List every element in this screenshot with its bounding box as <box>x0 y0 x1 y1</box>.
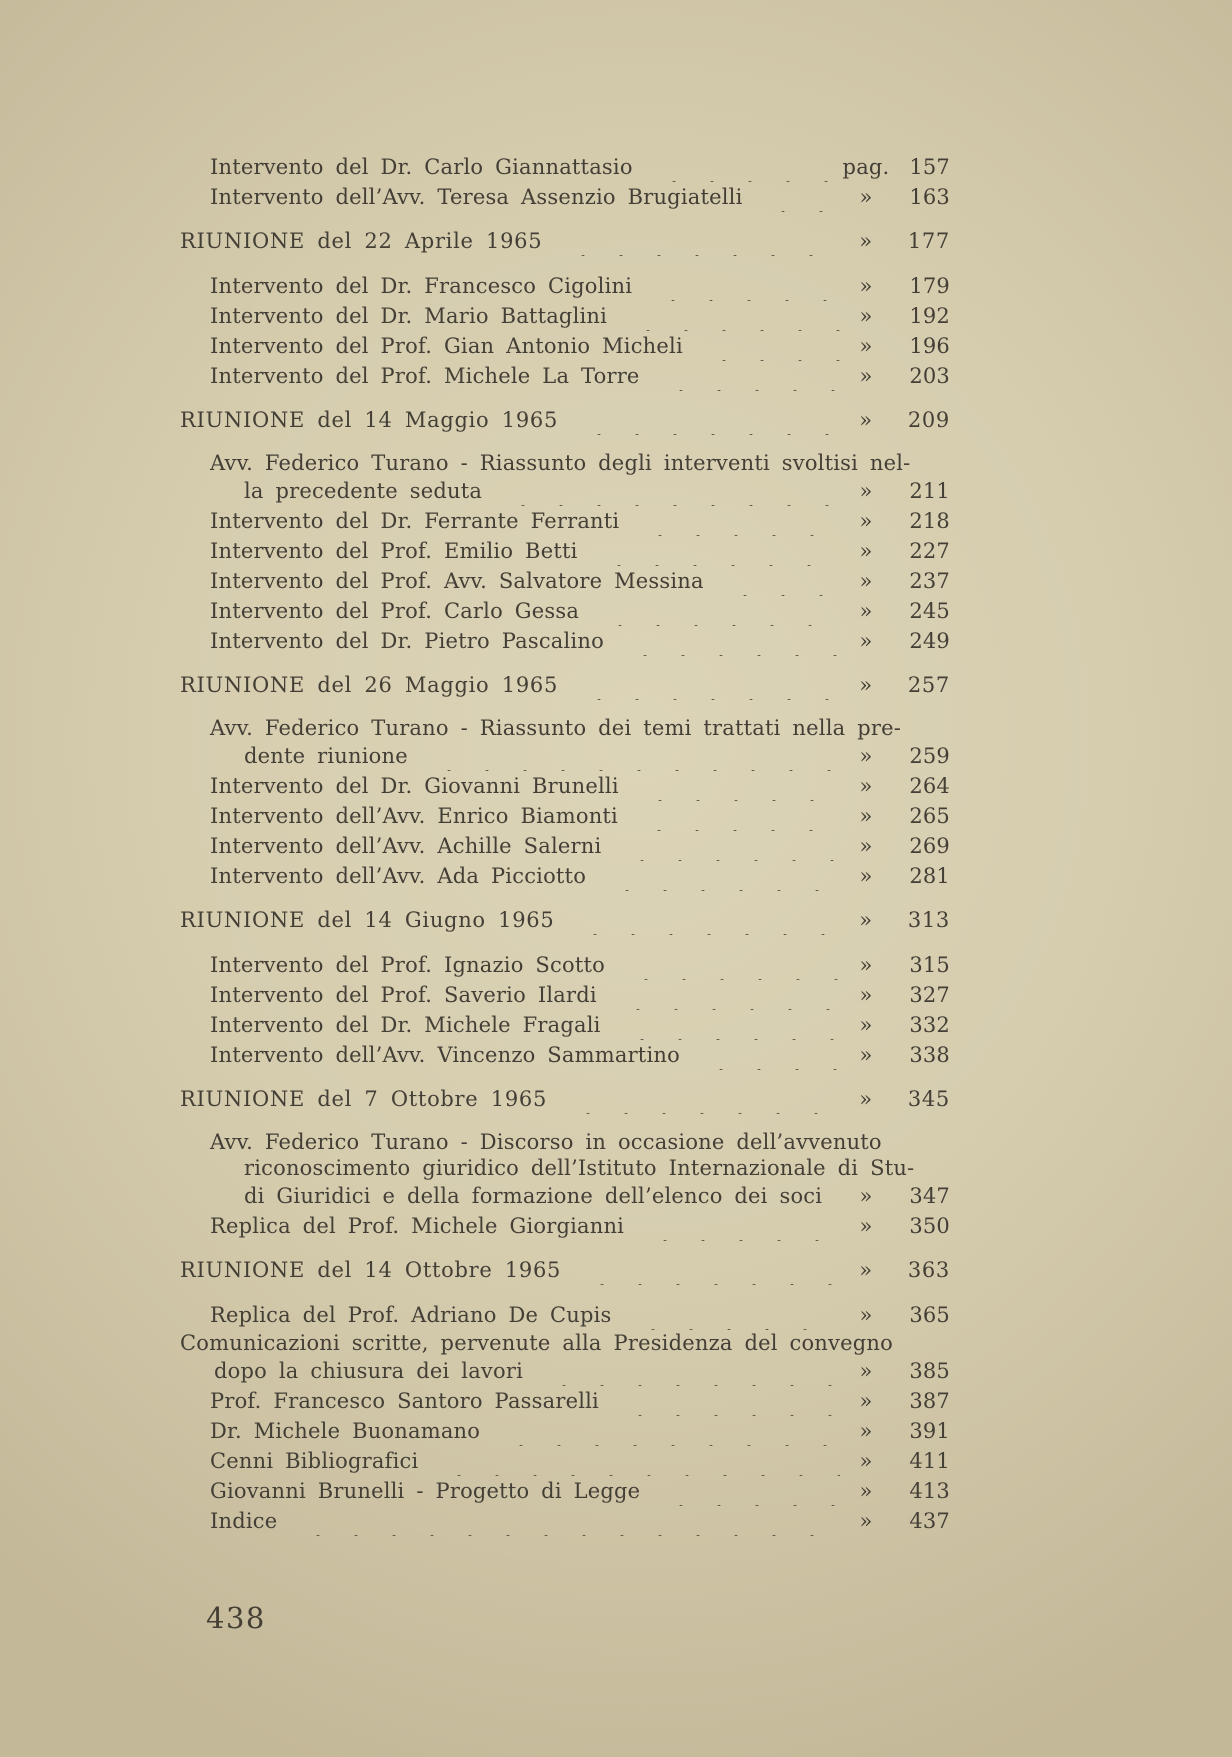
page-ref-abbrev: » <box>859 364 873 388</box>
dot-leader <box>613 831 840 861</box>
entry-title-text: Intervento del Prof. Gian Antonio Micheli <box>210 334 683 358</box>
toc-entry-row <box>180 715 950 771</box>
page-number: 281 <box>909 864 950 888</box>
entry-title-text: Intervento dell’Avv. Achille Salerni <box>210 834 602 858</box>
dot-leader <box>420 741 840 771</box>
entry-title <box>180 715 902 771</box>
entry-title-line <box>210 536 840 566</box>
page-ref-abbrev: » <box>859 304 873 328</box>
toc-entry-row <box>180 950 950 980</box>
entry-title-line <box>210 331 840 361</box>
entry-title-line <box>210 1386 840 1416</box>
page-number: 259 <box>909 744 950 768</box>
entry-title-text: Intervento del Dr. Carlo Giannattasio <box>210 155 633 179</box>
entry-title-text: Intervento del Dr. Francesco Cigolini <box>210 274 633 298</box>
entry-title-line <box>210 861 840 891</box>
entry-title-text: Intervento dell’Avv. Teresa Assenzio Brugiatelli <box>210 185 743 209</box>
entry-title <box>180 1386 840 1416</box>
footer-page-number: 438 <box>206 1601 266 1635</box>
page-ref-abbrev: » <box>859 229 873 253</box>
entry-title-line <box>210 1040 840 1070</box>
entry-title-line <box>210 1211 840 1241</box>
entry-title <box>180 670 840 700</box>
entry-title-line <box>210 596 840 626</box>
page-number: 196 <box>909 334 950 358</box>
dot-leader <box>631 771 840 801</box>
entry-title <box>180 506 840 536</box>
page-ref-abbrev: » <box>859 1359 873 1383</box>
toc-entry-row <box>180 1446 950 1476</box>
toc-entry-row <box>180 626 950 656</box>
page-ref-abbrev: » <box>859 1087 873 1111</box>
entry-title-text: Giovanni Brunelli - Progetto di Legge <box>210 1479 641 1503</box>
toc-entry-row <box>180 771 950 801</box>
toc-section-row <box>180 905 950 935</box>
page-number: 257 <box>907 673 950 697</box>
entry-title-text: Intervento del Prof. Carlo Gessa <box>210 599 580 623</box>
entry-title <box>180 271 840 301</box>
dot-leader <box>631 506 840 536</box>
toc-entry-row <box>180 1416 950 1446</box>
entry-title <box>180 450 911 506</box>
dot-leader <box>716 566 840 596</box>
toc-entry-row <box>180 271 950 301</box>
entry-title-line <box>180 405 840 435</box>
entry-title-line <box>210 152 840 182</box>
entry-title <box>180 831 840 861</box>
entry-title-text: Replica del Prof. Adriano De Cupis <box>210 1303 612 1327</box>
page-number: 163 <box>909 185 950 209</box>
page-ref-abbrev: » <box>859 599 873 623</box>
entry-title-text: Intervento del Prof. Michele La Torre <box>210 364 640 388</box>
toc-entry-row <box>180 1300 950 1330</box>
toc-entry-row <box>180 980 950 1010</box>
dot-leader <box>695 331 840 361</box>
page-ref-abbrev: » <box>859 744 873 768</box>
page-number: 192 <box>909 304 950 328</box>
entry-title-text: Intervento del Dr. Mario Battaglini <box>210 304 608 328</box>
toc-entry-row <box>180 861 950 891</box>
entry-title-text: Intervento del Prof. Emilio Betti <box>210 539 578 563</box>
dot-leader <box>430 1446 840 1476</box>
entry-title-text: Intervento dell’Avv. Ada Picciotto <box>210 864 587 888</box>
dot-leader <box>570 670 840 700</box>
page-ref-abbrev: » <box>859 1043 873 1067</box>
entry-title-line: Avv. Federico Turano - Riassunto dei temi trattati nella pre- <box>210 716 902 740</box>
page-number: 218 <box>909 509 950 533</box>
page-ref-abbrev: » <box>859 953 873 977</box>
dot-leader <box>609 980 840 1010</box>
entry-title <box>180 152 840 182</box>
toc-section-row <box>180 670 950 700</box>
dot-leader <box>652 1476 840 1506</box>
entry-title <box>180 301 840 331</box>
entry-title-line: Avv. Federico Turano - Discorso in occasione dell’avvenuto <box>210 1130 882 1154</box>
page-number: 157 <box>909 155 950 179</box>
dot-leader <box>598 861 840 891</box>
dot-leader <box>570 405 840 435</box>
entry-title <box>180 905 840 935</box>
page-ref-abbrev: » <box>859 1184 873 1208</box>
page-ref-abbrev: » <box>859 1479 873 1503</box>
entry-title <box>180 226 840 256</box>
entry-title <box>180 771 840 801</box>
entry-title <box>180 1211 840 1241</box>
toc-entry-row <box>180 1129 950 1211</box>
entry-title <box>180 182 840 212</box>
page-number: 211 <box>909 479 950 503</box>
toc-entry-row <box>180 1211 950 1241</box>
entry-title-text: Cenni Bibliografici <box>210 1449 419 1473</box>
page-number: 338 <box>909 1043 950 1067</box>
toc-section-row <box>180 1255 950 1285</box>
page-ref-abbrev: » <box>859 834 873 858</box>
entry-title-text: Dr. Michele Buonamano <box>210 1419 481 1443</box>
page-number: 315 <box>909 953 950 977</box>
page-ref-abbrev: » <box>859 1214 873 1238</box>
entry-title-text: Intervento del Prof. Saverio Ilardi <box>210 983 597 1007</box>
page-ref-abbrev: » <box>859 1389 873 1413</box>
dot-leader <box>624 1300 840 1330</box>
dot-leader <box>630 801 840 831</box>
entry-title <box>180 1506 840 1536</box>
entry-title <box>180 596 840 626</box>
page-number: 437 <box>909 1509 950 1533</box>
page-ref-abbrev: » <box>859 1303 873 1327</box>
page-ref-abbrev: » <box>859 408 873 432</box>
toc-entry-row <box>180 152 950 182</box>
entry-title-line <box>210 1300 840 1330</box>
page-number: 209 <box>907 408 950 432</box>
table-of-contents <box>180 152 950 1536</box>
entry-title <box>180 536 840 566</box>
dot-leader <box>590 536 840 566</box>
dot-leader <box>617 950 840 980</box>
toc-entry-row <box>180 361 950 391</box>
page-number: 269 <box>909 834 950 858</box>
entry-title-line: riconoscimento giuridico dell’Istituto Internazionale di Stu- <box>244 1156 915 1180</box>
page-number: 203 <box>909 364 950 388</box>
page-ref-abbrev: » <box>859 774 873 798</box>
toc-entry-row <box>180 596 950 626</box>
toc-entry-row <box>180 450 950 506</box>
toc-entry-row <box>180 566 950 596</box>
toc-entry-row <box>180 801 950 831</box>
dot-leader <box>692 1040 840 1070</box>
entry-title <box>180 1040 840 1070</box>
entry-title-line <box>180 905 840 935</box>
dot-leader <box>616 626 840 656</box>
dot-leader <box>619 301 840 331</box>
page-number: 345 <box>907 1087 950 1111</box>
entry-title-text: Intervento del Dr. Pietro Pascalino <box>210 629 604 653</box>
page-number: 313 <box>907 908 950 932</box>
page-number: 365 <box>909 1303 950 1327</box>
dot-leader <box>559 1084 840 1114</box>
entry-title-line <box>210 1416 840 1446</box>
entry-title-line <box>210 801 840 831</box>
page-number: 363 <box>907 1258 950 1282</box>
toc-entry-row <box>180 331 950 361</box>
dot-leader <box>573 1255 840 1285</box>
entry-title-text: Intervento del Dr. Michele Fragali <box>210 1013 601 1037</box>
page-ref-abbrev: » <box>859 908 873 932</box>
page-ref-abbrev: » <box>859 1449 873 1473</box>
dot-leader <box>566 905 840 935</box>
entry-title-line <box>210 566 840 596</box>
entry-title <box>180 980 840 1010</box>
entry-title <box>180 361 840 391</box>
entry-title-line <box>210 741 840 771</box>
dot-leader <box>494 476 840 506</box>
page-ref-abbrev: » <box>859 673 873 697</box>
entry-title-line <box>210 476 840 506</box>
entry-title-line <box>210 626 840 656</box>
entry-title-line <box>210 1476 840 1506</box>
toc-entry-row <box>180 301 950 331</box>
toc-section-row <box>180 405 950 435</box>
entry-title-text: RIUNIONE del 22 Aprile 1965 <box>180 229 543 253</box>
page-number: 237 <box>909 569 950 593</box>
entry-title-line <box>210 831 840 861</box>
entry-title-line <box>180 226 840 256</box>
entry-title-text: Intervento del Prof. Ignazio Scotto <box>210 953 605 977</box>
page-number: 385 <box>909 1359 950 1383</box>
entry-title-text: Intervento del Prof. Avv. Salvatore Messina <box>210 569 704 593</box>
entry-title-text: Prof. Francesco Santoro Passarelli <box>210 1389 599 1413</box>
toc-section-row <box>180 1084 950 1114</box>
dot-leader <box>636 1211 840 1241</box>
entry-title <box>180 405 840 435</box>
entry-title-text: la precedente seduta <box>244 479 483 503</box>
dot-leader <box>535 1356 840 1386</box>
entry-title-line <box>210 950 840 980</box>
entry-title-text: Intervento del Dr. Giovanni Brunelli <box>210 774 619 798</box>
entry-title-line <box>210 271 840 301</box>
entry-title-text: Intervento del Dr. Ferrante Ferranti <box>210 509 620 533</box>
toc-entry-row <box>180 1040 950 1070</box>
page-ref-abbrev: » <box>859 1419 873 1443</box>
dot-leader <box>554 226 840 256</box>
entry-title <box>180 1446 840 1476</box>
dot-leader <box>492 1416 840 1446</box>
entry-title-line <box>210 1010 840 1040</box>
page-ref-abbrev: » <box>859 569 873 593</box>
entry-title-text: RIUNIONE del 14 Maggio 1965 <box>180 408 559 432</box>
dot-leader <box>645 152 840 182</box>
page-number: 265 <box>909 804 950 828</box>
page-ref-abbrev: » <box>859 629 873 653</box>
dot-leader <box>652 361 840 391</box>
toc-entry-row <box>180 1330 950 1386</box>
dot-leader <box>613 1010 840 1040</box>
page-number: 413 <box>909 1479 950 1503</box>
entry-title <box>180 1010 840 1040</box>
entry-title-text: RIUNIONE del 14 Giugno 1965 <box>180 908 555 932</box>
entry-title-line <box>210 361 840 391</box>
entry-title-line <box>180 1084 840 1114</box>
page-ref-abbrev: » <box>859 1509 873 1533</box>
entry-title-text: Indice <box>210 1509 278 1533</box>
entry-title <box>180 861 840 891</box>
entry-title-line <box>210 771 840 801</box>
entry-title <box>180 1129 915 1211</box>
toc-entry-row <box>180 1386 950 1416</box>
page-ref-abbrev: » <box>859 479 873 503</box>
page-ref-abbrev: » <box>859 509 873 533</box>
dot-leader <box>289 1506 840 1536</box>
page-number: 179 <box>909 274 950 298</box>
entry-title <box>180 1476 840 1506</box>
toc-entry-row <box>180 1010 950 1040</box>
entry-title-text: Replica del Prof. Michele Giorgianni <box>210 1214 625 1238</box>
entry-title-text: dente riunione <box>244 744 408 768</box>
dot-leader <box>611 1386 840 1416</box>
entry-title-text: Intervento dell’Avv. Enrico Biamonti <box>210 804 618 828</box>
toc-entry-row <box>180 182 950 212</box>
entry-title-text: di Giuridici e della formazione dell’elenco dei soci <box>244 1184 823 1208</box>
page-ref-abbrev: pag. <box>842 155 890 179</box>
entry-title-line <box>210 506 840 536</box>
page-ref-abbrev: » <box>859 1013 873 1037</box>
entry-title <box>180 801 840 831</box>
page-number: 264 <box>909 774 950 798</box>
toc-entry-row <box>180 536 950 566</box>
dot-leader <box>591 596 840 626</box>
entry-title <box>180 331 840 361</box>
entry-title-text: RIUNIONE del 7 Ottobre 1965 <box>180 1087 548 1111</box>
entry-title-text: dopo la chiusura dei lavori <box>214 1359 523 1383</box>
page-ref-abbrev: » <box>859 983 873 1007</box>
entry-title <box>180 626 840 656</box>
entry-title-text: RIUNIONE del 14 Ottobre 1965 <box>180 1258 562 1282</box>
entry-title-line <box>210 1506 840 1536</box>
page-ref-abbrev: » <box>859 185 873 209</box>
page-number: 327 <box>909 983 950 1007</box>
page-number: 332 <box>909 1013 950 1037</box>
toc-entry-row <box>180 506 950 536</box>
page-number: 411 <box>909 1449 950 1473</box>
entry-title-line <box>180 1255 840 1285</box>
page-ref-abbrev: » <box>859 804 873 828</box>
page-number: 177 <box>907 229 950 253</box>
page-number: 391 <box>909 1419 950 1443</box>
entry-title <box>180 1255 840 1285</box>
entry-title-text: RIUNIONE del 26 Maggio 1965 <box>180 673 559 697</box>
entry-title-line <box>210 980 840 1010</box>
page-number: 249 <box>909 629 950 653</box>
page-ref-abbrev: » <box>859 864 873 888</box>
entry-title <box>180 566 840 596</box>
entry-title-line <box>210 301 840 331</box>
toc-entry-row <box>180 831 950 861</box>
page-number: 227 <box>909 539 950 563</box>
entry-title-line <box>210 1181 840 1211</box>
toc-section-row <box>180 226 950 256</box>
page-number: 350 <box>909 1214 950 1238</box>
entry-title-line <box>180 670 840 700</box>
page-number: 387 <box>909 1389 950 1413</box>
toc-entry-row <box>180 1506 950 1536</box>
entry-title-line <box>210 1446 840 1476</box>
page-ref-abbrev: » <box>859 539 873 563</box>
entry-title-text: Intervento dell’Avv. Vincenzo Sammartino <box>210 1043 680 1067</box>
page-number: 347 <box>909 1184 950 1208</box>
entry-title <box>180 1416 840 1446</box>
page-number: 245 <box>909 599 950 623</box>
page-ref-abbrev: » <box>859 274 873 298</box>
entry-title <box>180 1300 840 1330</box>
dot-leader <box>754 182 840 212</box>
entry-title-line: Avv. Federico Turano - Riassunto degli interventi svoltisi nel- <box>210 451 911 475</box>
entry-title-line: Comunicazioni scritte, pervenute alla Presidenza del convegno <box>180 1331 893 1355</box>
entry-title-line <box>180 1356 840 1386</box>
entry-title-line <box>210 182 840 212</box>
entry-title <box>180 1330 893 1386</box>
entry-title <box>180 950 840 980</box>
dot-leader <box>644 271 840 301</box>
page-ref-abbrev: » <box>859 334 873 358</box>
toc-entry-row <box>180 1476 950 1506</box>
entry-title <box>180 1084 840 1114</box>
page-ref-abbrev: » <box>859 1258 873 1282</box>
